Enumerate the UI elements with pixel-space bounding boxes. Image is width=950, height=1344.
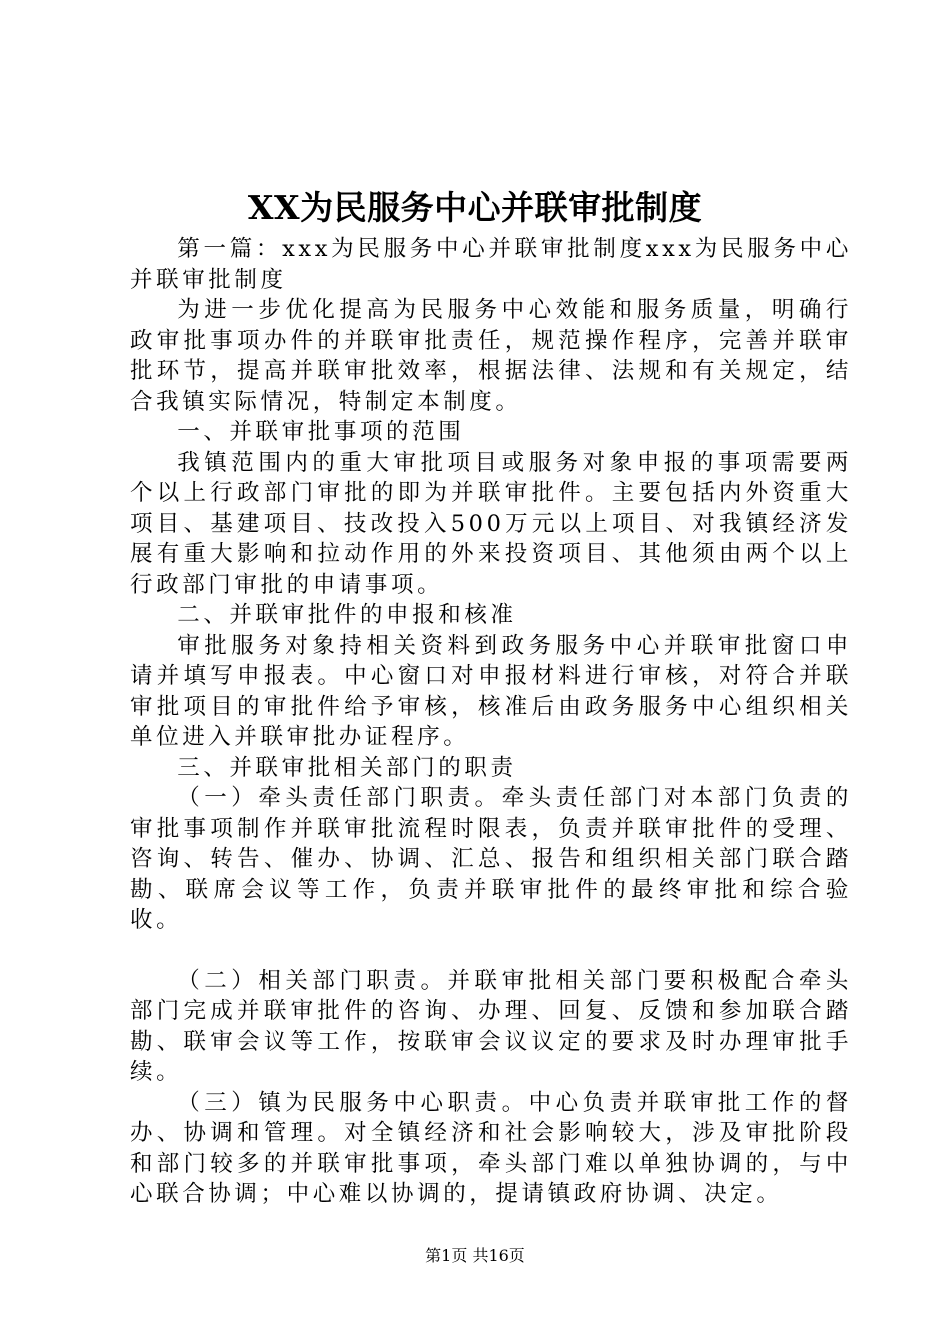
paragraph-intro: 为进一步优化提高为民服务中心效能和服务质量，明确行政审批事项办件的并联审批责任，规范操作程序，完善并联审批环节，提高并联审批效率，根据法律、法规和有关规定，结合我镇实际情况，特制定本制度。 bbox=[130, 297, 852, 415]
paragraph-application: 审批服务对象持相关资料到政务服务中心并联审批窗口申请并填写申报表。中心窗口对申报材料进行审核，对符合并联审批项目的审批件给予审核，核准后由政务服务中心组织相关单位进入并联审批办证程序。 bbox=[130, 632, 852, 750]
document-title: XX为民服务中心并联审批制度 bbox=[247, 188, 703, 227]
paragraph-subtitle: 第一篇：xxx为民服务中心并联审批制度xxx为民服务中心并联审批制度 bbox=[130, 236, 852, 293]
section-heading-2: 二、并联审批件的申报和核准 bbox=[177, 602, 517, 628]
paragraph-lead-department: （一）牵头责任部门职责。牵头责任部门对本部门负责的审批事项制作并联审批流程时限表，负责并联审批件的受理、咨询、转告、催办、协调、汇总、报告和组织相关部门联合踏勘、联席会议等工作，负责并联审批件的最终审批和综合验收。 bbox=[130, 785, 852, 933]
paragraph-service-center: （三）镇为民服务中心职责。中心负责并联审批工作的督办、协调和管理。对全镇经济和社会影响较大，涉及审批阶段和部门较多的并联审批事项，牵头部门难以单独协调的，与中心联合协调；中心难以协调的，提请镇政府协调、决定。 bbox=[130, 1089, 852, 1207]
section-heading-3: 三、并联审批相关部门的职责 bbox=[177, 754, 517, 781]
paragraph-related-departments: （二）相关部门职责。并联审批相关部门要积极配合牵头部门完成并联审批件的咨询、办理、回复、反馈和参加联合踏勘、联审会议等工作，按联审会议议定的要求及时办理审批手续。 bbox=[130, 967, 852, 1085]
page-footer: 第1页 共16页 bbox=[425, 1246, 525, 1265]
section-heading-1: 一、并联审批事项的范围 bbox=[177, 419, 465, 445]
paragraph-scope: 我镇范围内的重大审批项目或服务对象申报的事项需要两个以上行政部门审批的即为并联审批件。主要包括内外资重大项目、基建项目、技改投入500万元以上项目、对我镇经济发展有重大影响和拉动作用的外来投资项目、其他须由两个以上行政部门审批的申请事项。 bbox=[130, 449, 852, 598]
document-body bbox=[130, 234, 852, 1210]
